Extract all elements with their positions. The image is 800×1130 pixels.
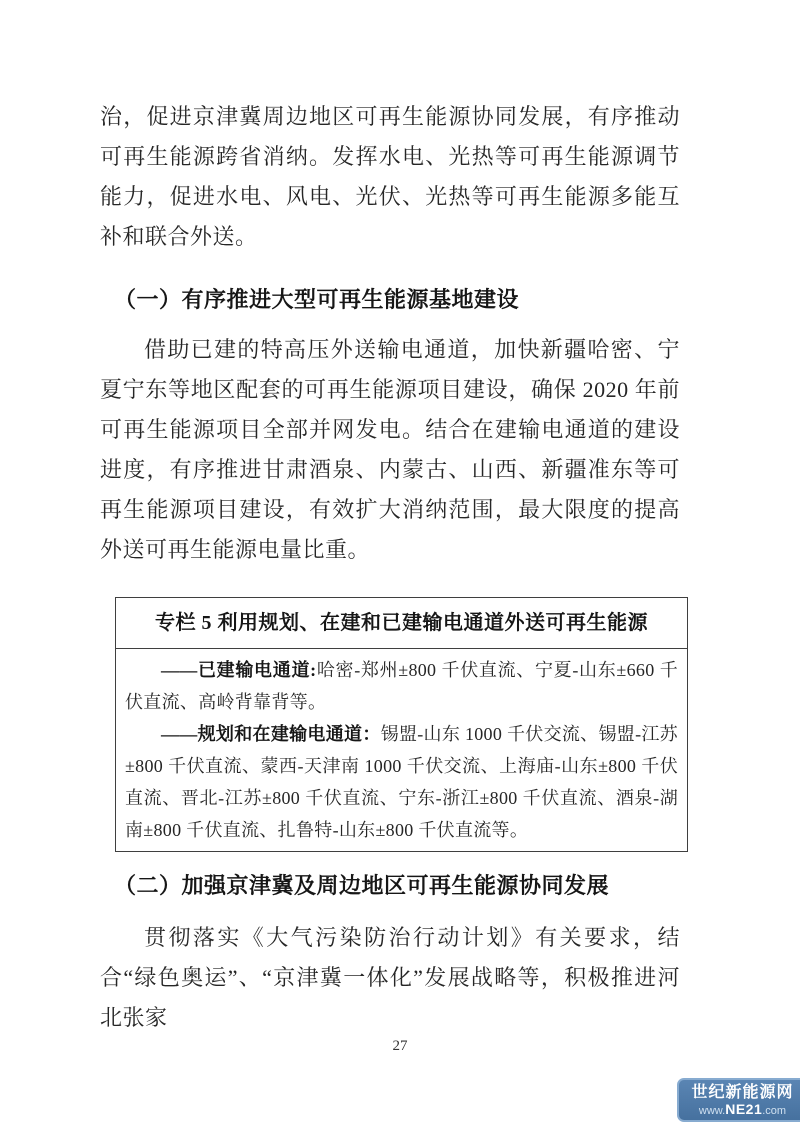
column-box-title: 专栏 5 利用规划、在建和已建输电通道外送可再生能源 xyxy=(116,598,687,649)
column-box xyxy=(115,597,688,852)
column-box-body xyxy=(116,649,687,851)
page-content xyxy=(100,0,680,1038)
planned-channels-text: 锡盟-山东 1000 千伏交流、锡盟-江苏±800 千伏直流、蒙西-天津南 1000 千伏交流、上海庙-山东±800 千伏直流、晋北-江苏±800 千伏直流、宁东-浙江±800 千伏直流、酒泉-湖南±800 千伏直流、扎鲁特-山东±800 千伏直流等。 xyxy=(125,724,678,840)
section-two-paragraph: 贯彻落实《大气污染防治行动计划》有关要求，结合“绿色奥运”、“京津冀一体化”发展战略等，积极推进河北张家 xyxy=(100,925,680,1030)
watermark-site-name: 世纪新能源网 xyxy=(691,1084,794,1101)
watermark-url-suffix: .com xyxy=(762,1105,787,1117)
section-one-paragraph: 借助已建的特高压外送输电通道，加快新疆哈密、宁夏宁东等地区配套的可再生能源项目建设，确保 2020 年前可再生能源项目全部并网发电。结合在建输电通道的建设进度，有序推进甘肃酒泉、内蒙古、山西、新疆准东等可再生能源项目建设，有效扩大消纳范围，最大限度的提高外送可再生能源电量比重。 xyxy=(100,337,680,562)
section-one-heading: （一）有序推进大型可再生能源基地建设 xyxy=(114,287,520,312)
watermark-url-domain: NE21 xyxy=(725,1101,763,1117)
planned-channels-label: ——规划和在建输电通道： xyxy=(161,724,381,744)
ne21-watermark-logo xyxy=(677,1078,800,1122)
planned-transmission-channels-item xyxy=(125,718,678,846)
built-channels-text: 哈密-郑州±800 千伏直流、宁夏-山东±660 千伏直流、高岭背靠背等。 xyxy=(125,660,679,712)
watermark-url-prefix: www. xyxy=(698,1105,726,1117)
section-two-heading: （二）加强京津冀及周边地区可再生能源协同发展 xyxy=(114,873,610,898)
watermark-site-url xyxy=(679,1102,800,1119)
intro-paragraph: 治，促进京津冀周边地区可再生能源协同发展，有序推动可再生能源跨省消纳。发挥水电、光热等可再生能源调节能力，促进水电、风电、光伏、光热等可再生能源多能互补和联合外送。 xyxy=(100,104,680,249)
built-channels-label: ——已建输电通道: xyxy=(161,660,317,680)
built-transmission-channels-item xyxy=(125,654,678,718)
page-number: 27 xyxy=(392,1038,408,1054)
